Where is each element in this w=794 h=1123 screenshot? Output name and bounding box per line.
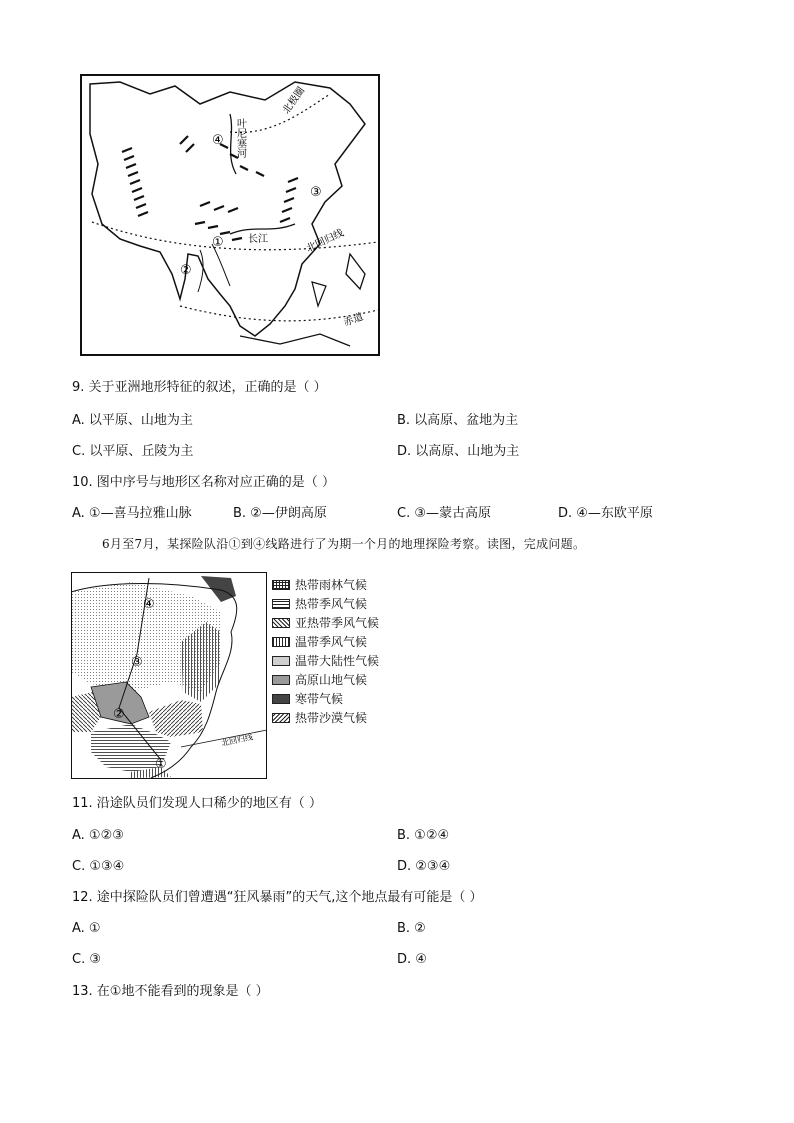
legend-item-plateau-mountain: 高原山地气候	[272, 671, 412, 690]
legend-swatch	[272, 580, 290, 590]
arctic-circle-label: 北极圈	[280, 85, 308, 117]
question-11-option-c[interactable]: C. ①③④	[72, 859, 125, 874]
question-12-option-c[interactable]: C. ③	[72, 952, 101, 967]
question-11-option-a[interactable]: A. ①②③	[72, 828, 124, 843]
map2-number-2: ②	[113, 707, 125, 722]
question-11-stem: 11. 沿途队员们发现人口稀少的地区有（ ）	[72, 796, 322, 811]
map1-number-3: ③	[310, 185, 322, 200]
legend-item-rainforest: 热带雨林气候	[272, 576, 412, 595]
question-9-option-a[interactable]: A. 以平原、山地为主	[72, 413, 193, 428]
asia-climate-map	[71, 572, 267, 779]
tropic-label: 北回归线	[304, 227, 346, 255]
question-12-option-a[interactable]: A. ①	[72, 921, 101, 936]
climate-legend	[272, 576, 412, 728]
question-11-option-b[interactable]: B. ①②④	[397, 828, 450, 843]
legend-item-tropical-desert: 热带沙漠气候	[272, 709, 412, 728]
legend-swatch	[272, 618, 290, 628]
legend-swatch	[272, 637, 290, 647]
question-13-stem: 13. 在①地不能看到的现象是（ ）	[72, 984, 269, 999]
legend-swatch	[272, 694, 290, 704]
question-9-option-c[interactable]: C. 以平原、丘陵为主	[72, 444, 194, 459]
map2-number-3: ③	[131, 655, 143, 670]
map1-number-2: ②	[180, 263, 192, 278]
legend-swatch	[272, 656, 290, 666]
question-10-option-d[interactable]: D. ④—东欧平原	[558, 506, 653, 521]
map1-number-4: ④	[212, 133, 224, 148]
question-12-option-d[interactable]: D. ④	[397, 952, 427, 967]
question-9-option-b[interactable]: B. 以高原、盆地为主	[397, 413, 519, 428]
legend-swatch	[272, 713, 290, 723]
legend-item-cold: 寒带气候	[272, 690, 412, 709]
map1-number-1: ①	[212, 235, 224, 250]
question-9-option-d[interactable]: D. 以高原、山地为主	[397, 444, 520, 459]
legend-swatch	[272, 599, 290, 609]
legend-item-tropical-monsoon: 热带季风气候	[272, 595, 412, 614]
legend-swatch	[272, 675, 290, 685]
legend-item-temperate-monsoon: 温带季风气候	[272, 633, 412, 652]
asia-terrain-map	[80, 74, 380, 356]
question-12-stem: 12. 途中探险队员们曾遭遇“狂风暴雨”的天气,这个地点最有可能是（ ）	[72, 890, 483, 905]
legend-item-temperate-continental: 温带大陆性气候	[272, 652, 412, 671]
question-11-option-d[interactable]: D. ②③④	[397, 859, 451, 874]
map2-number-1: ①	[155, 757, 167, 772]
changjiang-label: 长江	[248, 234, 268, 245]
question-10-stem: 10. 图中序号与地形区名称对应正确的是（ ）	[72, 475, 335, 490]
question-10-option-c[interactable]: C. ③—蒙古高原	[397, 506, 491, 521]
equator-label: 赤道	[342, 311, 365, 329]
yenisei-label: 叶尼塞河	[234, 118, 246, 158]
section-intro: 6月至7月，某探险队沿①到④线路进行了为期一个月的地理探险考察。读图，完成问题。	[102, 537, 586, 551]
legend-item-subtropical-monsoon: 亚热带季风气候	[272, 614, 412, 633]
map2-tropic-label: 北回归线	[220, 732, 254, 748]
map2-number-4: ④	[143, 597, 155, 612]
question-10-option-a[interactable]: A. ①—喜马拉雅山脉	[72, 506, 192, 521]
question-12-option-b[interactable]: B. ②	[397, 921, 426, 936]
question-9-stem: 9. 关于亚洲地形特征的叙述，正确的是（ ）	[72, 380, 327, 395]
question-10-option-b[interactable]: B. ②—伊朗高原	[233, 506, 327, 521]
